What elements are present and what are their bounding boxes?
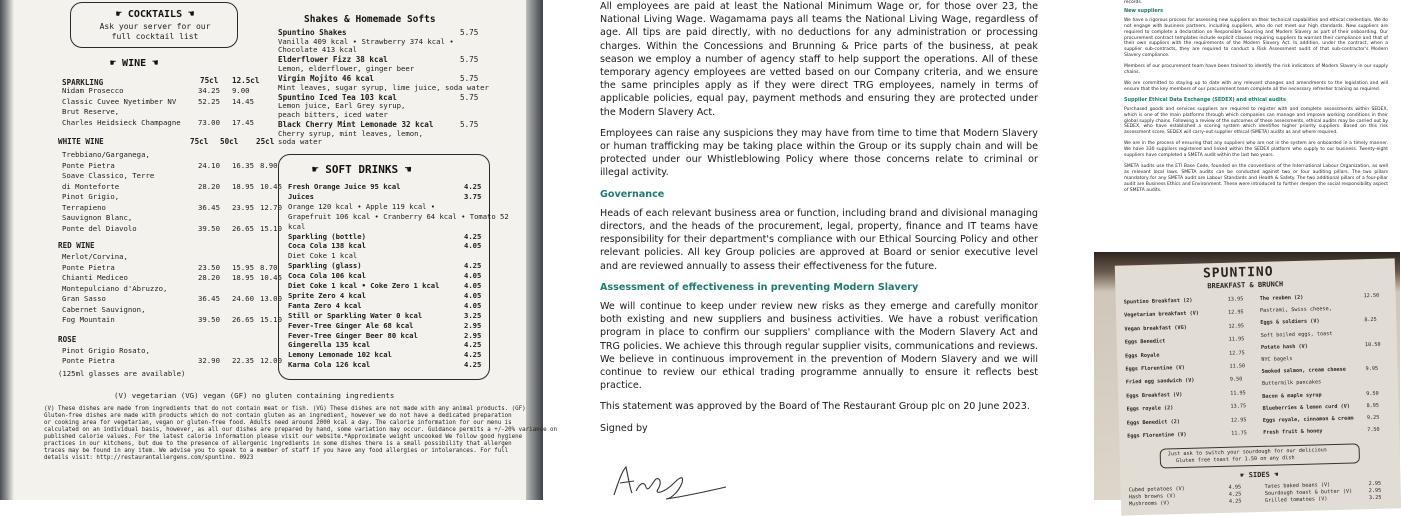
menu2-item-name: NYC bagels	[1261, 356, 1293, 363]
shake-description: soda water	[278, 137, 322, 147]
menu2-item-name: Eggs & soldiers (V)	[1260, 318, 1320, 327]
pointing-hand-icon: ☚	[1269, 470, 1279, 479]
menu2-item-name: Pastrami, Swiss cheese,	[1259, 306, 1332, 315]
menu-photo	[0, 0, 558, 500]
heading-new-suppliers: New suppliers	[1124, 7, 1164, 14]
wine-col-125cl: 12.5cl	[232, 76, 260, 85]
shake-name: Spuntino Iced Tea 103 kcal	[278, 92, 397, 102]
wine-price-carafe: 15.10	[260, 223, 282, 233]
wine-name: Trebbiano/Garganega,	[62, 150, 150, 159]
shake-description: Vanilla 409 kcal • Strawberry 374 kcal •	[278, 36, 454, 46]
soft-drink-price: 4.05	[464, 241, 482, 251]
wine-name: Pinot Grigio,	[62, 192, 120, 201]
menu2-item-price: 9.25	[1366, 414, 1380, 422]
shake-description: peach bitters, iced water	[278, 109, 388, 119]
menu2-item-name: Eggs Florentine (V)	[1127, 431, 1187, 440]
soft-drink-name: Fanta Zero 4 kcal	[288, 300, 362, 310]
small-doc-top: records.	[1124, 0, 1143, 5]
soft-drink-name: Grapefruit 106 kcal • Cranberry 64 kcal • Tomato 52	[288, 211, 509, 221]
shake-description: Chocolate 413 kcal	[278, 45, 358, 55]
menu2-item-price: 10.50	[1364, 341, 1381, 348]
cocktails-title: ☛ COCKTAILS ☚	[115, 9, 195, 20]
soft-drink-name: Coca Cola 106 kcal	[288, 271, 366, 281]
soft-drink-name: Juices	[288, 191, 314, 201]
wine-price-carafe: 12.70	[260, 202, 282, 212]
menu2-subtitle: BREAKFAST & BRUNCH	[1207, 280, 1284, 291]
paragraph-wages: All employees are paid at least the National Minimum Wage or, for those over 23, the National Living Wage. Wagamama pays all teams the National Living Wage, regardless of age. All tips are paid directly, with no deductions for any administration or processing charges. Within the Concessions and Brunning & Price parts of the business, at peak season we employ a number of agency staff to help support the operations. All of these temporary agency employees are vetted based on our Company criteria, and we ensure the same principles apply as if they were direct TRG employees, namely in terms of applicable policies, equal pay, payment methods and ensuring they are protected under the Modern Slavery Act.	[600, 1, 1038, 118]
wine-price-bottle: 73.00	[198, 117, 220, 127]
wine-price-glass: 23.95	[232, 202, 254, 212]
soft-drink-name: Sparkling (glass)	[288, 261, 362, 271]
soft-drink-price: 3.25	[464, 310, 482, 320]
soft-drink-price: 4.25	[464, 261, 482, 271]
wine-name: Terrapieno	[62, 202, 106, 212]
menu2-item-price: 11.50	[1229, 363, 1246, 370]
wine-name: Soave Classico, Terre	[62, 171, 155, 180]
wine-price-bottle: 39.50	[198, 315, 220, 324]
soft-drink-price: 2.95	[464, 320, 482, 330]
wine-price-bottle: 28.20	[198, 273, 220, 282]
wine-price-carafe: 13.00	[260, 294, 282, 303]
shake-description: Lemon juice, Earl Grey syrup,	[278, 101, 406, 111]
paragraph-assessment: We will continue to keep under review new risks as they emerge and carefully monitor both existing and new suppliers and business activities. We have a robust verification program in place to confirm our suppliers' compliance with the Modern Slavery Act and TRG policies. We achieve this through regular supplier visits, communications and reviews. We believe in continuous improvement in the prevention of Modern Slavery and we will continue to review our ethical trading programme annually to ensure it reflects best practice.	[600, 301, 1038, 392]
dietary-legend: (V) vegetarian (VG) vegan (GF) no gluten containing ingredients	[114, 391, 395, 400]
menu2-item-price: 11.95	[1228, 336, 1245, 343]
shake-price: 5.75	[460, 74, 479, 83]
menu2-item-price: 8.95	[1366, 402, 1380, 409]
wine-name: Pinot Grigio Rosato,	[62, 345, 150, 355]
menu2-item-price: 11.95	[1230, 390, 1246, 397]
pointing-hand-icon: ☛	[312, 163, 326, 176]
wine-price-glass: 22.35	[232, 356, 254, 365]
menu2-item-price: 13.95	[1227, 296, 1244, 303]
menu2-item-name: Eggs royale, cinnamon & cream	[1262, 415, 1354, 424]
soft-drink-price: 4.05	[464, 300, 482, 310]
wine-price-bottle: 24.10	[198, 160, 220, 170]
menu2-item-price: 12.95	[1228, 323, 1245, 330]
wine-price-glass: 15.95	[232, 262, 254, 272]
side-item-price: 3.25	[1368, 494, 1382, 502]
wine-name: Classic Cuvee Nyetimber NV	[62, 96, 177, 106]
soft-drink-name: Fresh Orange Juice 95 kcal	[288, 182, 401, 191]
allergen-footnote: (V) These dishes are made from ingredients that do not contain meat or fish. (VG) These dishes are not made with any animal products. (GF) Gluten-free dishes are made with products which do not contain gluten as an ingredient, however we do not have a dedicated preparation or cooking area for vegetarian, vegan or gluten-free food. Adults need around 2000 kcal a day. The calorie information for our menu is calculated on an individual basis, however, as all our dishes are prepared by hand, some variation may occur. Guidance permits a +/-20% variance on published calorie values. For the latest calorie information please visit our website.*Approximate weight uncooked We follow good hygiene practices in our kitchens, but due to the presence of allergenic ingredients in some dishes there is a small possibility that allergen traces may be found in any item. We advise you to speak to a member of staff if you have any food allergies or intolerances. For full details visit: http://restaurantallergens.com/spuntino. 0923	[44, 406, 558, 461]
wine-name: Cabernet Sauvignon,	[62, 304, 146, 314]
breakfast-menu-photo	[1094, 252, 1400, 508]
gluten-free-note-1: Just ask to switch your sourdough for our delicious	[1167, 447, 1328, 458]
soft-drink-name: Orange 120 kcal • Apple 119 kcal •	[288, 201, 436, 211]
wine-glasses-note: (125ml glasses are available)	[58, 368, 186, 378]
pointing-hand-icon: ☛	[1240, 471, 1249, 480]
wine-price-bottle: 36.45	[198, 202, 220, 212]
wine-price-bottle: 52.25	[198, 96, 220, 106]
wine-name: Nidam Prosecco	[62, 86, 124, 95]
wine-section-white: WHITE WINE	[58, 137, 104, 146]
menu2-item-name: Fresh fruit & honey	[1263, 428, 1323, 437]
wine-price-bottle: 34.25	[198, 86, 220, 95]
paragraph-training: Members of our procurement team have been trained to identify the risk indicators of Modern Slavery in our supply chains.	[1124, 64, 1388, 76]
soft-drink-name: Fever-Tree Ginger Ale 68 kcal	[288, 320, 414, 330]
menu2-item-price: 12.95	[1230, 416, 1247, 424]
shake-name: Elderflower Fizz 38 kcal	[278, 55, 388, 65]
menu2-item-name: Vegan breakfast (VG)	[1124, 324, 1187, 333]
menu2-item-name: Eggs Benedict (2)	[1126, 418, 1181, 427]
side-item-name: Tates baked beans (V)	[1264, 482, 1331, 490]
side-item-name: Hash browns (V)	[1128, 493, 1176, 501]
cocktails-line-1: Ask your server for our	[99, 22, 211, 31]
wine-name: Gran Sasso	[62, 294, 106, 303]
paragraph-new-suppliers: We have a rigorous process for assessing new suppliers on their technical capabilities and ethical credentials. We do not engage with business partners, including suppliers, who do not meet our high standards. New suppliers are required to complete a declaration on Responsible Sourcing and Modern Slavery as part of their onboarding. Our procurement contract templates include explicit clauses requiring suppliers to warrant their compliance and that of their own suppliers with the requirements of the Modern Slavery Act. In addition, under the contract, when a supplier sub-contracts, they are required to conduct a Risk Assessment audit of that sub-contractor's Modern Slavery compliance.	[1124, 17, 1388, 59]
pointing-hand-icon: ☚	[146, 58, 159, 69]
pointing-hand-icon: ☛	[115, 9, 128, 20]
menu2-item-name: Fried egg sandwich (V)	[1125, 378, 1195, 386]
wine-price-carafe: 10.45	[260, 181, 282, 191]
shake-description: Mint leaves, sugar syrup, lime juice, soda water	[278, 82, 489, 92]
menu2-item-name: Smoked salmon, cream cheese	[1261, 366, 1346, 376]
drinks-menu	[14, 0, 558, 500]
heading-sedex: Supplier Ethical Data Exchange (SEDEX) and ethical audits	[1124, 96, 1286, 103]
menu2-item-price: 12.50	[1363, 292, 1380, 300]
menu2-item-name: Eggs Breakfast (V)	[1126, 391, 1183, 400]
wine-price-carafe: 8.90	[260, 160, 278, 170]
wine-price-bottle: 39.50	[198, 223, 220, 233]
menu2-item-price: 12.95	[1227, 309, 1244, 317]
wine-name: Merlot/Corvina,	[62, 252, 128, 261]
soft-drink-name: Still or Sparkling Water 0 kcal	[288, 310, 423, 320]
supplier-statement-page	[1094, 0, 1400, 252]
wine-price-bottle: 36.45	[198, 294, 220, 303]
menu2-item-name: Eggs Benedict	[1124, 338, 1166, 346]
side-item-price: 4.25	[1228, 491, 1242, 498]
menu2-item-name: Potato hash (V)	[1260, 343, 1308, 351]
wine-price-carafe: 10.45	[260, 273, 282, 282]
wine-name: Brut Reserve,	[62, 107, 120, 116]
pointing-hand-icon: ☚	[398, 163, 412, 176]
wine-col-25cl: 25cl	[256, 137, 275, 146]
paragraph-whistleblowing: Employees can raise any suspicions they may have from time to time that Modern Slavery or human trafficking may be taking place within the Group or its supply chain and will be protected under our Whistleblowing Policy where those concerns relate to criminal or illegal activity.	[600, 127, 1038, 179]
wine-name: di Monteforte	[62, 181, 120, 191]
menu2-item-price: 13.75	[1230, 403, 1247, 410]
side-item-name: Grilled tomatoes (V)	[1264, 496, 1328, 504]
wine-price-bottle: 32.90	[198, 356, 220, 365]
soft-drink-price: 4.25	[464, 350, 482, 360]
menu2-item-name: Soft boiled eggs, toast	[1260, 330, 1333, 339]
menu2-item-price: 9.95	[1365, 366, 1379, 373]
sides-title: ☛ SIDES ☚	[1240, 470, 1279, 480]
paragraph-smeta: SMETA audits use the ETI Base Code, founded on the conventions of the International Labour Organization, as well as relevant local laws. SMETA audits can be conducted against two or four auditing pillars. The two pillars mandatory for any SMETA audit are Labour Standards and Health & Safety. The two additional pillars of a four-pillar audit are Business Ethics and Environment. These were introduced to further deepen the social responsibility aspect of SMETA audits.	[1124, 163, 1388, 193]
heading-governance: Governance	[600, 188, 665, 200]
pointing-hand-icon: ☛	[110, 58, 123, 69]
soft-drink-price: 4.05	[464, 290, 482, 300]
side-item-price: 4.25	[1228, 498, 1242, 505]
wine-price-glass: 18.95	[232, 181, 254, 191]
wine-name: Montepulciano d'Abruzzo,	[62, 283, 168, 293]
wine-price-glass: 18.95	[232, 273, 254, 282]
shake-description: Lemon, elderflower, ginger beer	[278, 63, 415, 73]
gluten-free-note-2: Gluten free toast for 1.50 on any dish	[1175, 455, 1295, 465]
soft-drink-price: 4.25	[464, 360, 482, 370]
menu2-item-name: Eggs royale (2)	[1126, 405, 1174, 413]
wine-section-rose: ROSE	[58, 334, 77, 344]
wine-col-75cl: 75cl	[200, 76, 219, 85]
paragraph-approval: This statement was approved by the Board of The Restaurant Group plc on 20 June 2023.	[600, 401, 1030, 413]
wine-price-glass: 14.45	[232, 96, 254, 106]
shake-name: Virgin Mojito 46 kcal	[278, 74, 375, 83]
soft-drink-name: Gingerella 135 kcal	[288, 340, 371, 350]
wine-title: ☛ WINE ☚	[110, 58, 159, 69]
side-item-name: Sourdough toast & butter (V)	[1264, 488, 1353, 497]
heading-assessment: Assessment of effectiveness in preventing Modern Slavery	[600, 281, 919, 293]
soft-drinks-title: ☛ SOFT DRINKS ☚	[312, 163, 412, 176]
soft-drink-name: Lemony Lemonade 102 kcal	[288, 350, 392, 360]
menu2-item-price: 9.50	[1366, 390, 1379, 397]
menu2-item-name: The reuben (2)	[1259, 294, 1304, 302]
side-item-price: 4.95	[1228, 484, 1242, 491]
wine-price-bottle: 23.50	[198, 262, 220, 272]
wine-price-glass: 17.45	[232, 117, 254, 127]
menu2-item-price: 12.75	[1229, 349, 1245, 357]
soft-drink-name: Sprite Zero 4 kcal	[288, 290, 366, 300]
cocktails-box	[70, 2, 238, 48]
side-item-price: 2.95	[1368, 480, 1382, 488]
menu2-item-name: Eggs Florentine (V)	[1125, 364, 1185, 373]
paragraph-legislation: We are committed to staying up to date with any relevant changes and amendments to the legislation and will ensure that the key members of our procurement team complete all the necessary refresher training as required.	[1124, 80, 1388, 92]
wine-name: Ponte Pietra	[62, 160, 115, 170]
wine-price-glass: 26.65	[232, 315, 254, 324]
menu2-item-name: Vegetarian breakfast (V)	[1124, 310, 1200, 319]
wine-name: Ponte del Diavolo	[62, 223, 137, 233]
wine-price-carafe: 15.10	[260, 315, 282, 324]
breakfast-menu	[1115, 258, 1401, 515]
soft-drink-price: 2.95	[464, 330, 482, 340]
soft-drink-name: Sparkling (bottle)	[288, 231, 366, 241]
menu2-item-price: 7.50	[1367, 427, 1380, 434]
shake-price: 5.75	[460, 120, 479, 129]
menu2-item-name: Spuntino Breakfast (2)	[1123, 297, 1193, 306]
soft-drink-name: Coca Cola 138 kcal	[288, 241, 366, 251]
shake-price: 5.75	[460, 28, 479, 37]
wine-name: Sauvignon Blanc,	[62, 213, 133, 222]
soft-drink-price: 4.05	[464, 281, 482, 290]
shake-price: 5.75	[460, 92, 479, 102]
modern-slavery-statement	[600, 0, 1038, 500]
cocktails-line-2: full cocktail list	[111, 32, 199, 41]
shakes-title: Shakes & Homemade Softs	[304, 14, 436, 25]
wine-name: Charles Heidsieck Champagne	[62, 117, 181, 127]
pointing-hand-icon: ☚	[182, 9, 195, 20]
wine-name: Chianti Mediceo	[62, 273, 128, 282]
soft-drink-price: 4.05	[464, 271, 482, 281]
soft-drink-name: Diet Coke 1 kcal • Coke Zero 1 kcal	[288, 281, 440, 290]
wine-price-glass: 16.35	[232, 160, 254, 170]
menu2-brand: SPUNTINO	[1202, 264, 1274, 282]
wine-name: Ponte Pietra	[62, 262, 115, 272]
soft-drink-name: Fever-Tree Ginger Beer 80 kcal	[288, 330, 418, 340]
soft-drink-name: Diet Coke 1 kcal	[288, 251, 358, 261]
soft-drink-price: 4.25	[464, 231, 482, 241]
paragraph-onboarding: We are in the process of ensuring that any suppliers who are not in the system are onboarded in a timely manner. We have 330 suppliers registered and linked within the SEDEX platform who supply to our business. Twenty-eight suppliers have completed a SMETA audit within the last two years.	[1124, 141, 1388, 159]
menu2-item-price: 9.50	[1229, 376, 1243, 384]
signed-by-label: Signed by	[600, 422, 648, 434]
wine-section-sparkling: SPARKLING	[62, 78, 104, 87]
menu2-item-name: Eggs Royale	[1125, 352, 1160, 360]
shake-price: 5.75	[460, 55, 479, 65]
wine-price-glass: 9.00	[232, 86, 250, 95]
wine-price-glass: 24.60	[232, 294, 254, 303]
wine-price-glass: 26.65	[232, 223, 254, 233]
wine-col-75cl: 75cl	[190, 137, 209, 146]
wine-col-50cl: 50cl	[220, 137, 239, 146]
menu2-item-name: Bacon & maple syrup	[1262, 391, 1322, 400]
wine-name: Ponte Pietra	[62, 356, 115, 365]
soft-drink-price: 4.25	[464, 340, 482, 350]
signature-image	[600, 453, 730, 503]
menu2-item-name: Buttermilk pancakes	[1261, 379, 1322, 388]
shake-name: Black Cherry Mint Lemonade 32 kcal	[278, 120, 434, 129]
wine-price-carafe: 12.00	[260, 356, 282, 365]
soft-drink-name: Karma Cola 126 kcal	[288, 360, 371, 370]
wine-name: Fog Mountain	[62, 315, 115, 324]
wine-price-carafe: 8.70	[260, 262, 278, 272]
side-item-name: Mushrooms (V)	[1128, 500, 1170, 508]
side-item-price: 2.95	[1368, 487, 1382, 495]
soft-drink-price: 4.25	[464, 182, 482, 191]
paragraph-governance: Heads of each relevant business area or function, including brand and divisional managing directors, and the heads of the procurement, legal, property, finance and IT teams have responsibility for their department's compliance with our Ethical Sourcing Policy and other relevant policies. All key Group policies are approved at Board or senior executive level and are reviewed annually to assess their effectiveness for the future.	[600, 207, 1038, 272]
menu2-item-price: 11.75	[1231, 430, 1247, 437]
paragraph-sedex: Purchased goods and services suppliers are required to register with and complete assessments within SEDEX, which is one of the main platforms through which companies can manage and improve working conditions in their global supply chains. Following a review of the outcomes of these assessments, ethical audits may be carried out by SEDEX, who have established a scoring system which identifies higher priority suppliers. Based on this risk assessment score, SEDEX will carry-out supplier ethical (SMETA) audits as and where required.	[1124, 106, 1388, 136]
shake-description: Cherry syrup, mint leaves, lemon,	[278, 128, 423, 138]
menu2-item-name: Blueberries & lemon curd (V)	[1262, 403, 1351, 412]
shake-name: Spuntino Shakes	[278, 28, 347, 37]
soft-drink-price: 3.75	[464, 191, 482, 201]
soft-drink-name: kcal	[288, 221, 306, 231]
side-item-name: Cubed potatoes (V)	[1128, 485, 1185, 494]
menu2-item-price: 8.25	[1364, 317, 1377, 324]
wine-section-red: RED WINE	[58, 241, 95, 250]
wine-price-bottle: 28.20	[198, 181, 220, 191]
